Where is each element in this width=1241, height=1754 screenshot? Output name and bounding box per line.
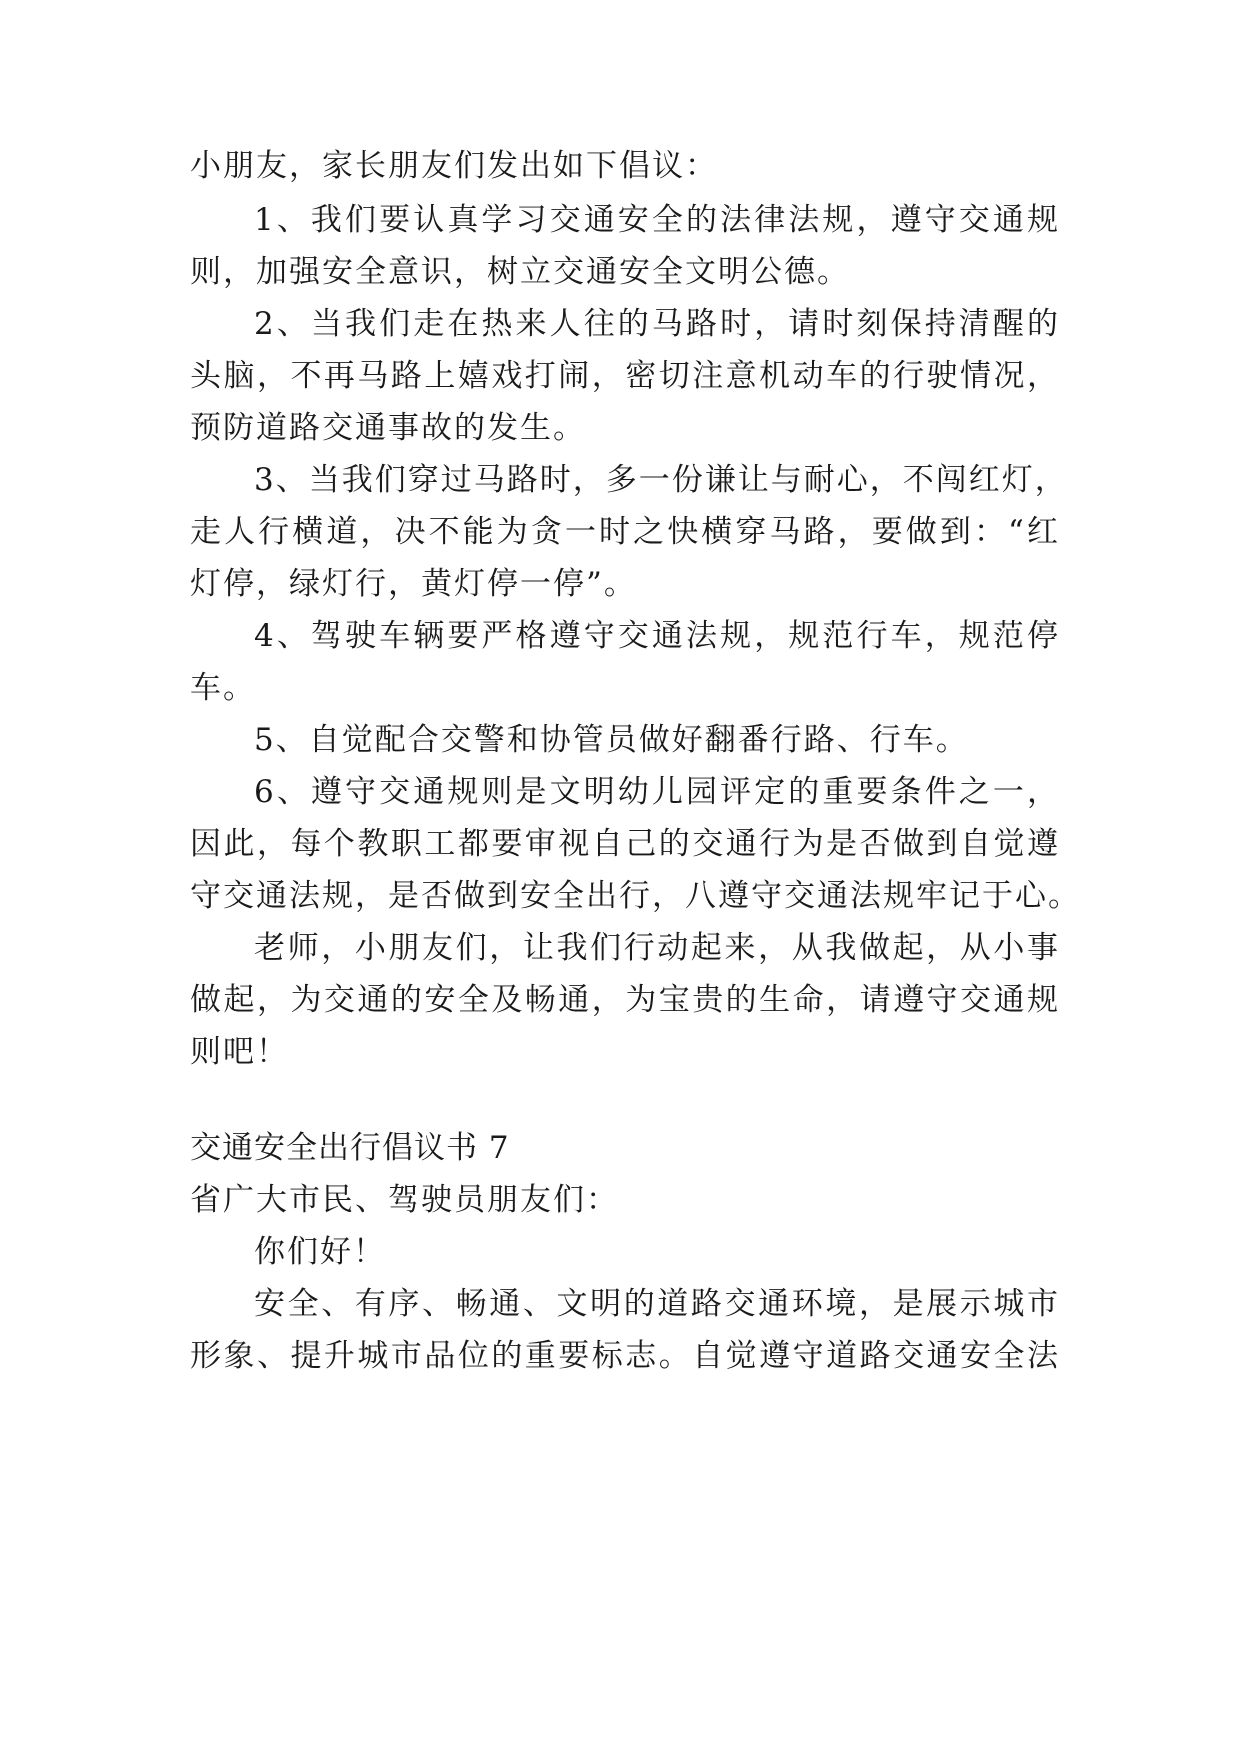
item-6-line-3: 守交通法规，是否做到安全出行，八遵守交通法规牢记于心。	[190, 878, 1081, 914]
item-3-line-1: 3、当我们穿过马路时，多一份谦让与耐心，不闯红灯，	[254, 462, 1068, 498]
closing-line-2: 做起，为交通的安全及畅通，为宝贵的生命，请遵守交通规	[190, 982, 1060, 1018]
closing-line-3: 则吧！	[190, 1034, 289, 1070]
item-1-line-2: 则，加强安全意识，树立交通安全文明公德。	[190, 254, 850, 290]
closing-line-1: 老师，小朋友们，让我们行动起来，从我做起，从小事	[254, 930, 1060, 966]
item-1-line-1: 1、我们要认真学习交通安全的法律法规，遵守交通规	[254, 202, 1060, 238]
item-6-line-1: 6、遵守交通规则是文明幼儿园评定的重要条件之一，	[254, 774, 1060, 810]
section-title: 交通安全出行倡议书 7	[190, 1130, 510, 1166]
item-4-line-1: 4、驾驶车辆要严格遵守交通法规，规范行车，规范停	[254, 618, 1060, 654]
greeting: 你们好！	[254, 1234, 386, 1270]
item-3-line-2: 走人行横道，决不能为贪一时之快横穿马路，要做到：“红	[190, 514, 1060, 550]
body-line-1: 安全、有序、畅通、文明的道路交通环境，是展示城市	[254, 1286, 1060, 1322]
item-2-line-1: 2、当我们走在热来人往的马路时，请时刻保持清醒的	[254, 306, 1060, 342]
item-3-line-3: 灯停，绿灯行，黄灯停一停”。	[190, 566, 637, 602]
item-5-line-1: 5、自觉配合交警和协管员做好翻番行路、行车。	[254, 722, 969, 758]
intro-line: 小朋友，家长朋友们发出如下倡议：	[190, 148, 718, 184]
item-2-line-3: 预防道路交通事故的发生。	[190, 410, 586, 446]
body-line-2: 形象、提升城市品位的重要标志。自觉遵守道路交通安全法	[190, 1338, 1060, 1374]
salutation: 省广大市民、驾驶员朋友们：	[190, 1182, 619, 1218]
item-6-line-2: 因此，每个教职工都要审视自己的交通行为是否做到自觉遵	[190, 826, 1060, 862]
item-2-line-2: 头脑，不再马路上嬉戏打闹，密切注意机动车的行驶情况，	[190, 358, 1060, 394]
item-4-line-2: 车。	[190, 670, 256, 706]
